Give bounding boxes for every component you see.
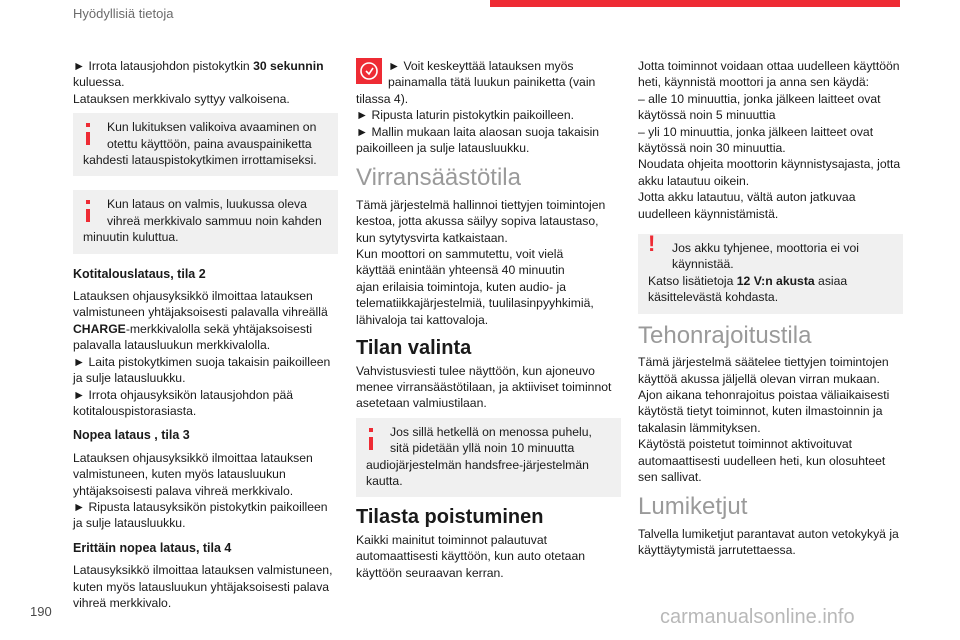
info-note-charge-complete: Kun lataus on valmis, luukussa oleva vihreä merkkivalo sammuu noin kahden minuutin kuluttua. <box>73 190 338 253</box>
heading-fast-charging: Nopea lataus , tila 3 <box>73 428 190 443</box>
paragraph-home-charging: Latauksen ohjausyksikkö ilmoittaa latauksen valmistuneen yhtäjaksoisesti palavalla vihreällä CHARGE-merkkivalolla sekä yhtäjaksoisesti palavalla latausluukun merkkivalolla. ► Laita pistokytkimen suoja takaisin paikoilleen ja sulje latausluukku. ► Irrota ohjausyksikön latausjohdon pää kotitalouspistorasiasta. <box>73 289 331 418</box>
running-header: Hyödyllisiä tietoja <box>73 6 174 21</box>
info-icon <box>368 428 374 448</box>
paragraph-very-fast-charging: Latausyksikkö ilmoittaa latauksen valmistuneen, kuten myös latausluukun yhtäjaksoisesti palava vihreä merkkivalo. <box>73 563 333 610</box>
paragraph-energy-saving: Tämä järjestelmä hallinnoi tiettyjen toimintojen kestoa, jotta akussa säilyy sopiva lataustaso, kun sytytysvirta katkaistaan. Kun moottori on sammutettu, voit vielä käyttää enintään yhteensä 40 minuutin ajan erilaisia toimintoja, kuten audio- ja telematiikkajärjestelmiä, tuulilasinpyyhkimiä, lähivaloja tai kattovaloja. <box>356 197 606 327</box>
paragraph-mode-selection: Vahvistusviesti tulee näyttöön, kun ajoneuvo menee virransäästötilaan, ja aktiiviset toiminnot asetetaan valmiustilaan. <box>356 363 612 411</box>
heading-mode-selection: Tilan valinta <box>356 337 472 360</box>
info-note-unlock: Kun lukituksen valikoiva avaaminen on otettu käyttöön, paina avauspainiketta kahdesti latauspistokytkimen irrottamiseksi. <box>73 113 338 176</box>
info-note-phone-call: Jos sillä hetkellä on menossa puhelu, sitä pidetään yllä noin 10 minuutta audiojärjestelmän handsfree-järjestelmän kautta. <box>356 418 621 498</box>
paragraph-fast-charging: Latauksen ohjausyksikkö ilmoittaa latauksen valmistuneen, kuten myös latausluukun yhtäjaksoisesti palava vihreä merkkivalo. ► Ripusta latausyksikön pistokytkin paikoilleen ja sulje latausluukku. <box>73 450 328 531</box>
column-2 <box>356 58 621 587</box>
heading-snow-chains: Lumiketjut <box>638 493 748 521</box>
info-icon <box>85 123 91 143</box>
charging-plug-icon <box>356 58 382 84</box>
heading-home-charging: Kotitalouslataus, tila 2 <box>73 266 206 281</box>
warning-note-battery: ! Jos akku tyhjenee, moottoria ei voi käynnistää. Katso lisätietoja 12 V:n akusta asiaa käsittelevästä kohdasta. <box>638 234 903 314</box>
heading-exit-mode: Tilasta poistuminen <box>356 506 544 529</box>
paragraph-snow-chains: Talvella lumiketjut parantavat auton vetokykyä ja käyttäytymistä jarrutettaessa. <box>638 526 899 558</box>
column-3 <box>638 58 903 565</box>
heading-energy-saving: Virransäästötila <box>356 164 521 192</box>
paragraph-restart-functions: Jotta toiminnot voidaan ottaa uudelleen käyttöön heti, käynnistä moottori ja anna sen käydä: – alle 10 minuuttia, jonka jälkeen laitteet ovat käytössä noin 5 minuuttia – yli 10 minuuttia, jonka jälkeen laitteet ovat käytössä noin 30 minuuttia. Noudata ohjeita moottorin käynnistysajasta, jotta akku latautuu oikein. Jotta akku latautuu, vältä auton jatkuvaa uudelleen käynnistämistä. <box>638 59 901 221</box>
paragraph-stop-charging: ► Voit keskeyttää latauksen myös painamalla tätä luukun painiketta (vain tilassa 4). ► Ripusta laturin pistokytkin paikoilleen. ► Mallin mukaan laita alaosan suoja takaisin paikoilleen ja sulje latausluukku. <box>356 59 600 156</box>
heading-very-fast-charging: Erittäin nopea lataus, tila 4 <box>73 540 232 555</box>
column-1 <box>73 58 338 617</box>
paragraph-unplug: ► Irrota latausjohdon pistokytkin 30 sekunnin kuluessa. Latauksen merkkivalo syttyy valkoisena. <box>73 59 324 106</box>
header-accent-bar <box>490 0 900 7</box>
warning-icon: ! <box>648 231 656 257</box>
watermark: carmanualsonline.info <box>660 606 855 628</box>
paragraph-exit-mode: Kaikki mainitut toiminnot palautuvat automaattisesti käyttöön, kun auto otetaan käyttöön seuraavan kerran. <box>356 532 586 580</box>
heading-power-limit: Tehonrajoitustila <box>638 321 812 349</box>
info-icon <box>85 200 91 220</box>
paragraph-power-limit: Tämä järjestelmä säätelee tiettyjen toimintojen käyttöä akussa jäljellä olevan virran mukaan. Ajon aikana tehonrajoitus poistaa väliaikaisesti käytöstä tietyt toiminnot, kuten ilmastoinnin ja takalasin lämmityksen. Käytöstä poistetut toiminnot aktivoituvat automaattisesti uudelleen heti, kun olosuhteet sen sallivat. <box>638 355 890 484</box>
page-number: 190 <box>30 604 52 619</box>
